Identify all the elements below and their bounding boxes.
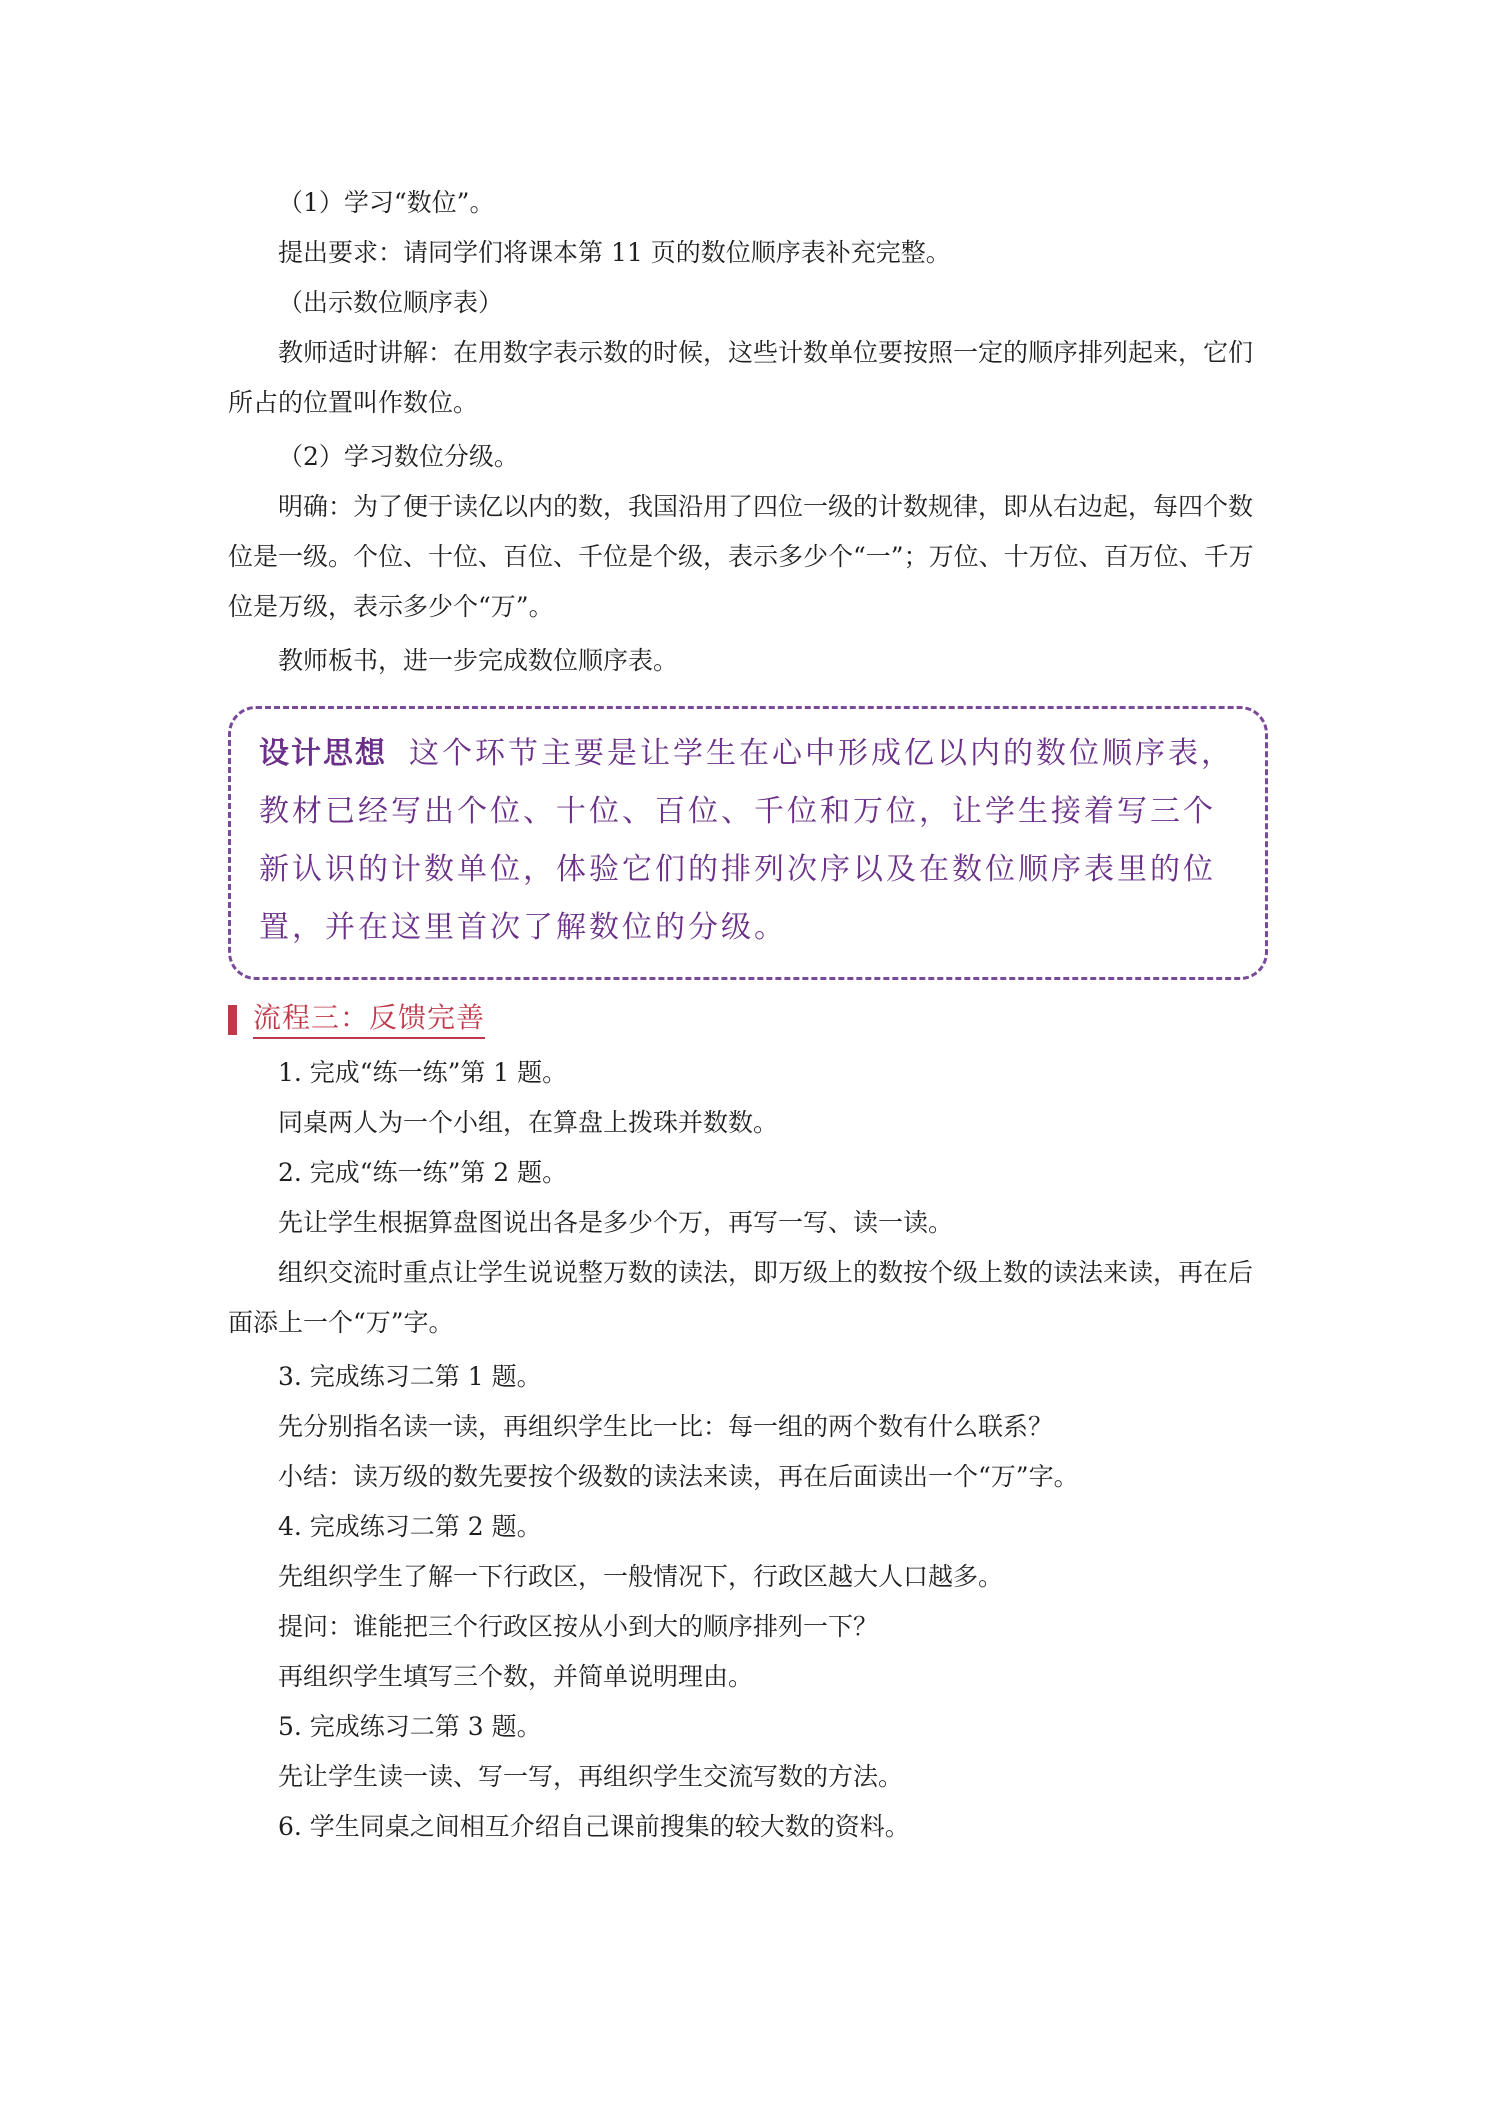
paragraph-learn-digit-place: （1）学习“数位”。 <box>278 188 495 217</box>
design-idea-paragraph <box>259 725 1237 957</box>
design-idea-text: 这个环节主要是让学生在心中形成亿以内的数位顺序表，教材已经写出个位、十位、百位、千位和万位，让学生接着写三个新认识的计数单位，体验它们的排列次序以及在数位顺序表里的位置，并在这里首次了解数位的分级。 <box>259 736 1234 945</box>
paragraph-clarify: 明确：为了便于读亿以内的数，我国沿用了四位一级的计数规律，即从右边起，每四个数位是一级。个位、十位、百位、千位是个级，表示多少个“一”；万位、十万位、百万位、千万位是万级，表示多少个“万”。 <box>228 492 1254 621</box>
paragraph-exercise-2-detail: 先让学生根据算盘图说出各是多少个万，再写一写、读一读。 <box>278 1208 954 1237</box>
paragraph-exercise-1: 1. 完成“练一练”第 1 题。 <box>278 1058 568 1087</box>
paragraph-practice-2-fill: 再组织学生填写三个数，并简单说明理由。 <box>278 1662 754 1691</box>
paragraph-exercise-2: 2. 完成“练一练”第 2 题。 <box>278 1158 568 1187</box>
design-idea-title: 设计思想 <box>259 736 387 771</box>
paragraph-request: 提出要求：请同学们将课本第 11 页的数位顺序表补充完整。 <box>278 238 951 267</box>
design-idea-box <box>228 706 1268 980</box>
paragraph-practice-1-summary: 小结：读万级的数先要按个级数的读法来读，再在后面读出一个“万”字。 <box>278 1462 1079 1491</box>
page-content <box>228 178 1268 1852</box>
paragraph-practice-2-detail: 先组织学生了解一下行政区，一般情况下，行政区越大人口越多。 <box>278 1562 1004 1591</box>
paragraph-teacher-board: 教师板书，进一步完成数位顺序表。 <box>278 646 679 675</box>
paragraph-share-materials: 6. 学生同桌之间相互介绍自己课前搜集的较大数的资料。 <box>278 1812 910 1841</box>
paragraph-teacher-explain: 教师适时讲解：在用数字表示数的时候，这些计数单位要按照一定的顺序排列起来，它们所占的位置叫作数位。 <box>228 338 1254 417</box>
section-bar-marker <box>228 1005 237 1035</box>
paragraph-practice-3-detail: 先让学生读一读、写一写，再组织学生交流写数的方法。 <box>278 1762 904 1791</box>
paragraph-practice-2-question: 提问：谁能把三个行政区按从小到大的顺序排列一下？ <box>278 1612 879 1641</box>
paragraph-exercise-1-detail: 同桌两人为一个小组，在算盘上拨珠并数数。 <box>278 1108 779 1137</box>
paragraph-show-table: （出示数位顺序表） <box>278 288 504 317</box>
paragraph-practice-3: 5. 完成练习二第 3 题。 <box>278 1712 542 1741</box>
section-title: 流程三：反馈完善 <box>253 1001 485 1039</box>
paragraph-exercise-2-discussion: 组织交流时重点让学生说说整万数的读法，即万级上的数按个级上数的读法来读，再在后面添上一个“万”字。 <box>228 1258 1254 1337</box>
paragraph-practice-1-detail: 先分别指名读一读，再组织学生比一比：每一组的两个数有什么联系？ <box>278 1412 1054 1441</box>
paragraph-practice-2: 4. 完成练习二第 2 题。 <box>278 1512 542 1541</box>
paragraph-practice-1: 3. 完成练习二第 1 题。 <box>278 1362 542 1391</box>
section-heading <box>228 1000 1268 1040</box>
paragraph-learn-grouping: （2）学习数位分级。 <box>278 442 519 471</box>
